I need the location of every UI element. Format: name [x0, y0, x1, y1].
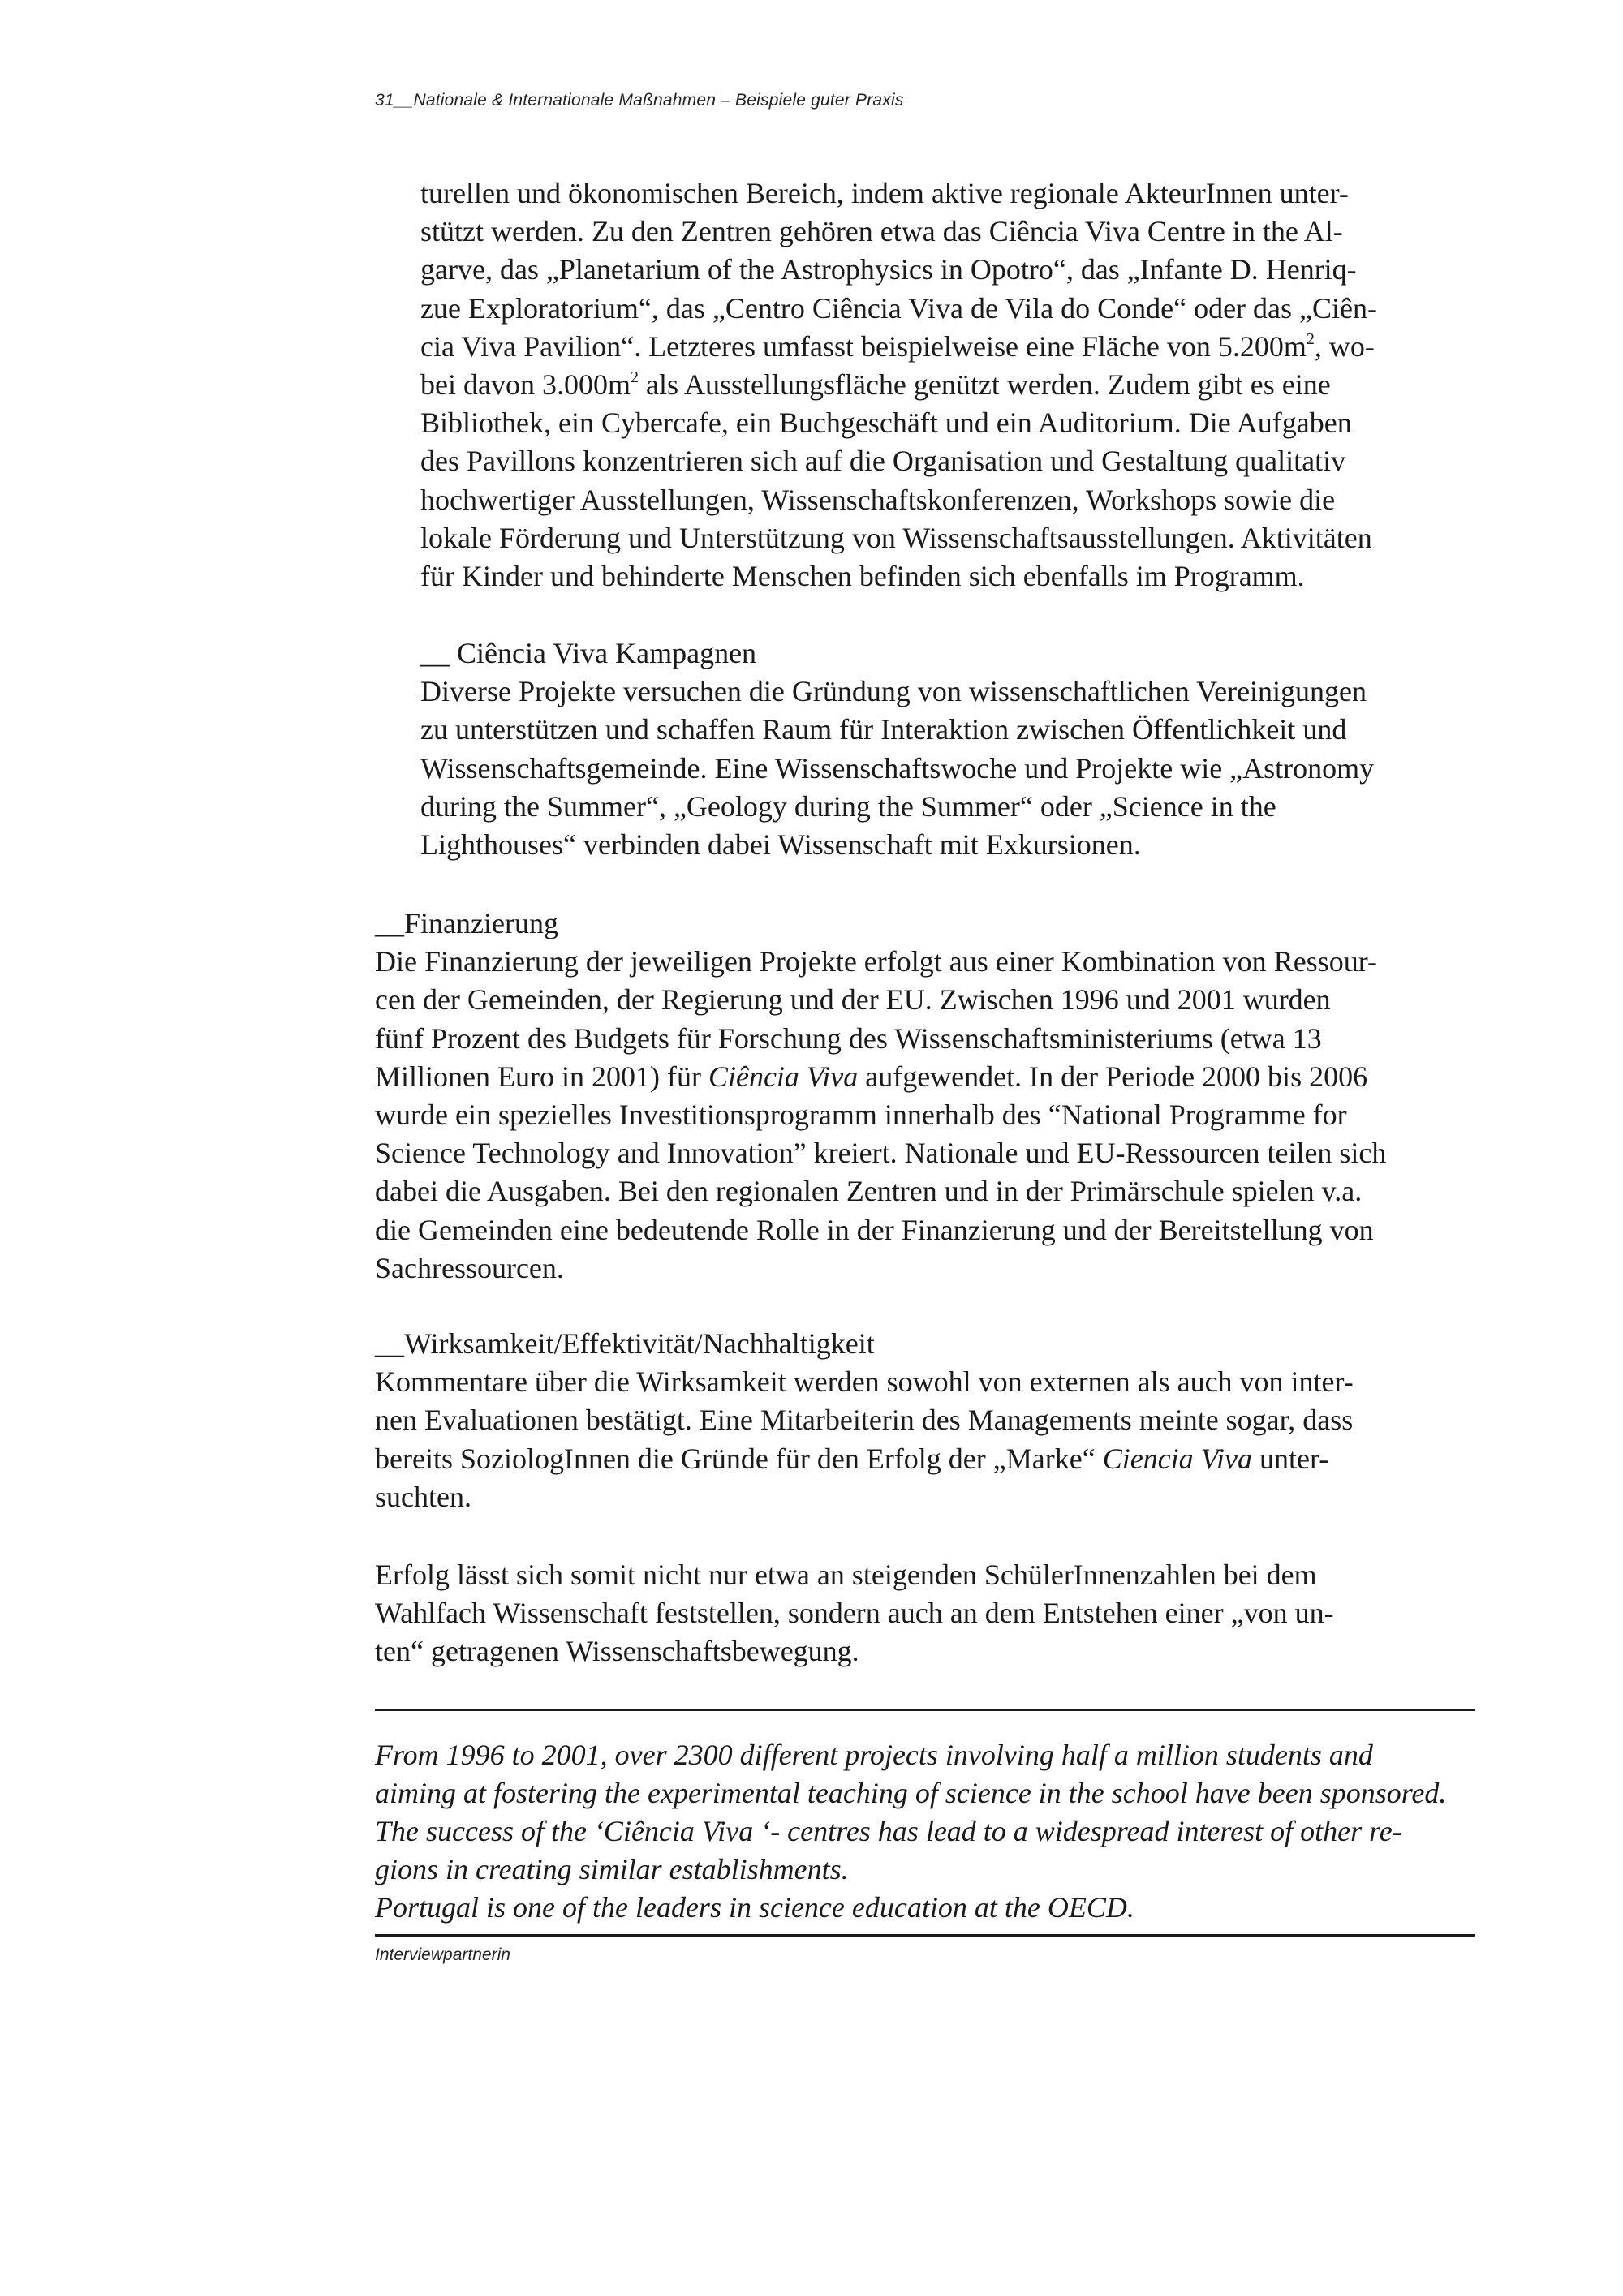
divider-top [375, 1709, 1475, 1711]
page-header: 31__Nationale & Internationale Maßnahmen – Beispiele guter Praxis [375, 91, 904, 110]
text-line: Sachressourcen. [375, 1251, 564, 1284]
section-effectiveness [375, 1325, 1479, 1516]
text-line: Bibliothek, ein Cybercafe, ein Buchgeschäft und ein Auditorium. Die Aufgaben [420, 406, 1352, 440]
text-line: stützt werden. Zu den Zentren gehören etwa das Ciência Viva Centre in the Al- [420, 215, 1343, 248]
text-line: during the Summer“, „Geology during the Summer“ oder „Science in the [420, 789, 1276, 823]
text-line: Erfolg lässt sich somit nicht nur etwa an steigenden SchülerInnenzahlen bei dem [375, 1559, 1317, 1591]
text-line: Die Finanzierung der jeweiligen Projekte erfolgt aus einer Kombination von Ressour- [375, 945, 1377, 978]
divider-bottom [375, 1934, 1475, 1937]
section-heading: __Wirksamkeit/Effektivität/Nachhaltigkeit [375, 1327, 875, 1360]
text-line: zue Exploratorium“, das „Centro Ciência Viva de Vila do Conde“ oder das „Ciên- [420, 291, 1377, 325]
superscript: 2 [630, 368, 639, 387]
text-line: bereits SoziologInnen die Gründe für den Erfolg der „Marke“ Ciencia Viva unter- [375, 1442, 1329, 1475]
text-line: dabei die Ausgaben. Bei den regionalen Zentren und in der Primärschule spielen v.a. [375, 1175, 1363, 1208]
quote-line: Portugal is one of the leaders in science education at the OECD. [375, 1891, 1134, 1924]
quote-line: gions in creating similar establishments. [375, 1853, 849, 1885]
text-line: cia Viva Pavilion“. Letzteres umfasst beispielweise eine Fläche von $5.200m^2$, wo- [420, 329, 1375, 363]
text-line: Science Technology and Innovation” kreiert. Nationale und EU-Ressourcen teilen sich [375, 1137, 1387, 1170]
text-line: zu unterstützen und schaffen Raum für Interaktion zwischen Öffentlichkeit und [420, 713, 1347, 746]
text-line: garve, das „Planetarium of the Astrophysics in Opotro“, das „Infante D. Henriq- [420, 253, 1357, 286]
section-financing [375, 905, 1479, 1288]
paragraph-centres [420, 174, 1475, 595]
text-line: für Kinder und behinderte Menschen befinden sich ebenfalls im Programm. [420, 560, 1305, 593]
text-line: Lighthouses“ verbinden dabei Wissenschaft mit Exkursionen. [420, 828, 1141, 862]
text-line: Millionen Euro in 2001) für Ciência Viva aufgewendet. In der Periode 2000 bis 2006 [375, 1060, 1368, 1093]
text-line: wurde ein spezielles Investitionsprogramm innerhalb des “National Programme for [375, 1099, 1347, 1132]
section-campaigns [420, 634, 1475, 864]
interview-quote [375, 1736, 1446, 1927]
emphasis: Ciencia Viva [1102, 1442, 1252, 1475]
quote-line: The success of the ‘Ciência Viva ‘- centres has lead to a widespread interest of other re- [375, 1815, 1402, 1847]
text-line: Wahlfach Wissenschaft feststellen, sondern auch an dem Entstehen einer „von un- [375, 1597, 1334, 1630]
section-heading: __ Ciência Viva Kampagnen [420, 637, 757, 669]
paragraph-success [375, 1556, 1479, 1671]
text-line: hochwertiger Ausstellungen, Wissenschaftskonferenzen, Workshops sowie die [420, 483, 1336, 516]
quote-line: From 1996 to 2001, over 2300 different projects involving half a million students and [375, 1739, 1373, 1771]
text-line: Wissenschaftsgemeinde. Eine Wissenschaftswoche und Projekte wie „Astronomy [420, 751, 1375, 785]
text-line: bei davon $3.000m^2$ als Ausstellungsfläche genützt werden. Zudem gibt es eine [420, 368, 1331, 402]
text-line: suchten. [375, 1480, 471, 1513]
text-line: des Pavillons konzentrieren sich auf die Organisation und Gestaltung qualitativ [420, 445, 1346, 478]
text-line: ten“ getragenen Wissenschaftsbewegung. [375, 1635, 859, 1668]
quote-caption: Interviewpartnerin [375, 1946, 510, 1964]
text-line: cen der Gemeinden, der Regierung und der EU. Zwischen 1996 und 2001 wurden [375, 983, 1331, 1017]
text-line: nen Evaluationen bestätigt. Eine Mitarbeiterin des Managements meinte sogar, dass [375, 1404, 1354, 1437]
text-line: turellen und ökonomischen Bereich, indem aktive regionale AkteurInnen unter- [420, 177, 1349, 209]
text-line: die Gemeinden eine bedeutende Rolle in der Finanzierung und der Bereitstellung von [375, 1213, 1374, 1246]
quote-line: aiming at fostering the experimental teaching of science in the school have been sponsored. [375, 1777, 1447, 1809]
emphasis: Ciência Viva [708, 1060, 859, 1093]
superscript: 2 [1306, 329, 1315, 348]
text-line: fünf Prozent des Budgets für Forschung des Wissenschaftsministeriums (etwa 13 [375, 1021, 1322, 1055]
text-line: Diverse Projekte versuchen die Gründung von wissenschaftlichen Vereinigungen [420, 675, 1367, 708]
section-heading: __Finanzierung [375, 907, 558, 939]
text-line: Kommentare über die Wirksamkeit werden sowohl von externen als auch von inter- [375, 1365, 1354, 1399]
text-line: lokale Förderung und Unterstützung von Wissenschaftsausstellungen. Aktivitäten [420, 521, 1372, 554]
